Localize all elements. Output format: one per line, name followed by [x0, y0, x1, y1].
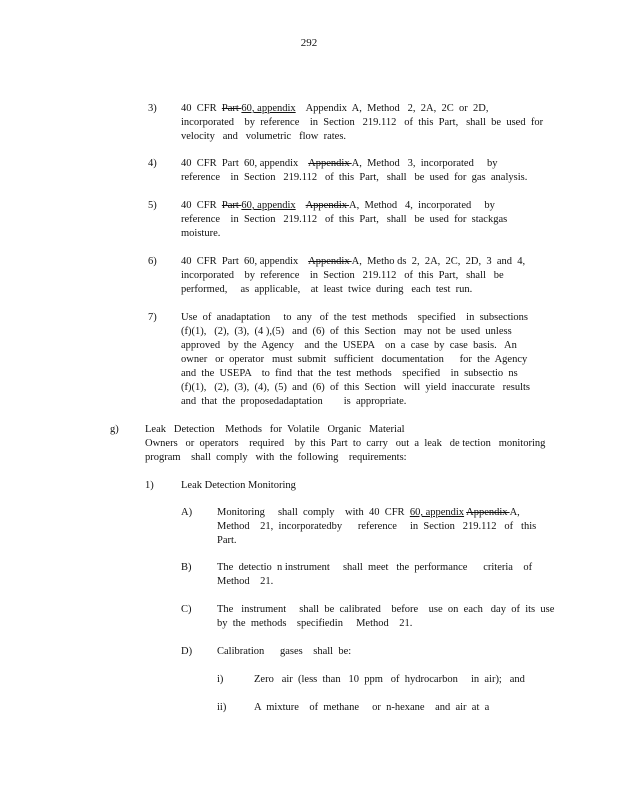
text-line [181, 255, 551, 269]
text-segment: Leak Detection Methods for Volatile Organic Material [145, 424, 405, 435]
text-segment: A mixture of methane or n-hexane and air at a [254, 702, 490, 713]
roman-item-text [254, 701, 554, 715]
text-segment: reference in Section 219.112 of this Part, shall be used for gas analysis. [181, 172, 528, 183]
text-line [217, 645, 552, 659]
text-segment: incorporated by reference in Section 219.112 of this Part, shall be [181, 270, 504, 281]
inserted-text: 60, appendix [409, 507, 465, 518]
roman-item-number: i) [217, 674, 224, 685]
text-segment: A, Method 3, incorporated by [351, 158, 498, 169]
item-text [181, 199, 551, 241]
text-segment: 40 CFR [181, 200, 222, 211]
text-segment: Appendix A, Method 2, 2A, 2C or 2D, [295, 103, 489, 114]
text-segment: program shall comply with the following requirements: [145, 452, 407, 463]
text-line [181, 171, 551, 185]
sub-item-text [217, 645, 552, 659]
text-segment: moisture. [181, 228, 221, 239]
text-line [181, 116, 551, 130]
text-segment: The instrument shall be calibrated before use on each day of its use [217, 604, 555, 615]
text-line [181, 157, 551, 171]
text-line [145, 437, 555, 451]
text-segment: 40 CFR Part 60, appendix [181, 256, 309, 267]
text-segment: Calibration gases shall be: [217, 646, 352, 657]
text-line [181, 353, 551, 367]
sub-item-number: C) [181, 604, 192, 615]
text-segment: Part. [217, 535, 237, 546]
item-number: 4) [148, 158, 157, 169]
text-line [181, 283, 551, 297]
sub-item-number: B) [181, 562, 192, 573]
text-segment: A, Metho ds 2, 2A, 2C, 2D, 3 and 4, [351, 256, 526, 267]
text-segment: incorporated by reference in Section 219.112 of this Part, shall be used for [181, 117, 544, 128]
text-line [181, 130, 551, 144]
text-line [145, 423, 555, 437]
sub-item-text [217, 506, 552, 548]
item-number: 3) [148, 103, 157, 114]
text-line [181, 367, 551, 381]
text-line [217, 520, 552, 534]
text-segment: A, [509, 507, 520, 518]
text-segment: velocity and volumetric flow rates. [181, 131, 347, 142]
text-line [254, 673, 554, 687]
text-segment: 40 CFR [181, 103, 222, 114]
text-line [181, 381, 551, 395]
text-line [181, 339, 551, 353]
sub-item-number: A) [181, 507, 193, 518]
text-line [145, 451, 555, 465]
text-line [181, 269, 551, 283]
item-number: 6) [148, 256, 157, 267]
text-line [254, 701, 554, 715]
sub-item-number: D) [181, 646, 193, 657]
text-line [181, 199, 551, 213]
item-text [181, 102, 551, 144]
text-line [217, 561, 552, 575]
subsection-title: Leak Detection Monitoring [181, 480, 296, 491]
struck-text: Part [221, 103, 242, 114]
item-text [181, 311, 551, 409]
text-line [181, 213, 551, 227]
text-line [217, 534, 552, 548]
text-line [181, 227, 551, 241]
text-line [181, 311, 551, 325]
text-line [217, 603, 555, 617]
text-segment: 40 CFR Part 60, appendix [181, 158, 309, 169]
text-segment: Zero air (less than 10 ppm of hydrocarbon in air); and [254, 674, 525, 685]
text-segment: Use of anadaptation to any of the test methods specified in subsections [181, 312, 529, 323]
sub-item-text [217, 603, 555, 631]
roman-item-number: ii) [217, 702, 227, 713]
text-line [217, 575, 552, 589]
text-segment: owner or operator must submit sufficient documentation for the Agency [181, 354, 528, 365]
text-segment: Monitoring shall comply with 40 CFR [217, 507, 410, 518]
struck-text: Part [221, 200, 242, 211]
section-number: g) [110, 424, 119, 435]
text-segment: A, Method 4, incorporated by [349, 200, 495, 211]
struck-text: Appendix [466, 507, 510, 518]
page-number: 292 [300, 37, 318, 49]
text-segment: by the methods specifiedin Method 21. [217, 618, 413, 629]
text-line [217, 506, 552, 520]
text-line [217, 617, 552, 631]
text-segment: and that the proposedadaptation is appropriate. [181, 396, 407, 407]
text-segment: (f)(1), (2), (3), (4 ),(5) and (6) of this Section may not be used unless [181, 326, 512, 337]
item-number: 7) [148, 312, 157, 323]
struck-text: Appendix [308, 256, 352, 267]
item-text [181, 157, 551, 185]
inserted-text: 60, appendix [241, 103, 296, 114]
section-text [145, 423, 555, 465]
text-line [181, 395, 551, 409]
text-segment: and the USEPA to find that the test methods specified in subsectio ns [181, 368, 518, 379]
text-segment: Method 21. [217, 576, 274, 587]
text-line [181, 102, 551, 116]
struck-text: Appendix [308, 158, 352, 169]
roman-item-text [254, 673, 554, 687]
text-segment: performed, as applicable, at least twice during each test run. [181, 284, 473, 295]
inserted-text: 60, appendix [241, 200, 296, 211]
text-line [181, 325, 551, 339]
text-segment: Owners or operators required by this Part to carry out a leak de tection monitoring [145, 438, 546, 449]
text-segment [296, 200, 306, 211]
text-segment: The detectio n instrument shall meet the performance criteria of [217, 562, 533, 573]
subsection-number: 1) [145, 480, 154, 491]
text-segment: reference in Section 219.112 of this Part, shall be used for stackgas [181, 214, 508, 225]
sub-item-text [217, 561, 552, 589]
text-segment: approved by the Agency and the USEPA on a case by case basis. An [181, 340, 517, 351]
text-segment: (f)(1), (2), (3), (4), (5) and (6) of this Section will yield inaccurate results [181, 382, 531, 393]
struck-text: Appendix [305, 200, 350, 211]
item-text [181, 255, 551, 297]
text-segment: Method 21, incorporatedby reference in Section 219.112 of this [217, 521, 537, 532]
item-number: 5) [148, 200, 157, 211]
